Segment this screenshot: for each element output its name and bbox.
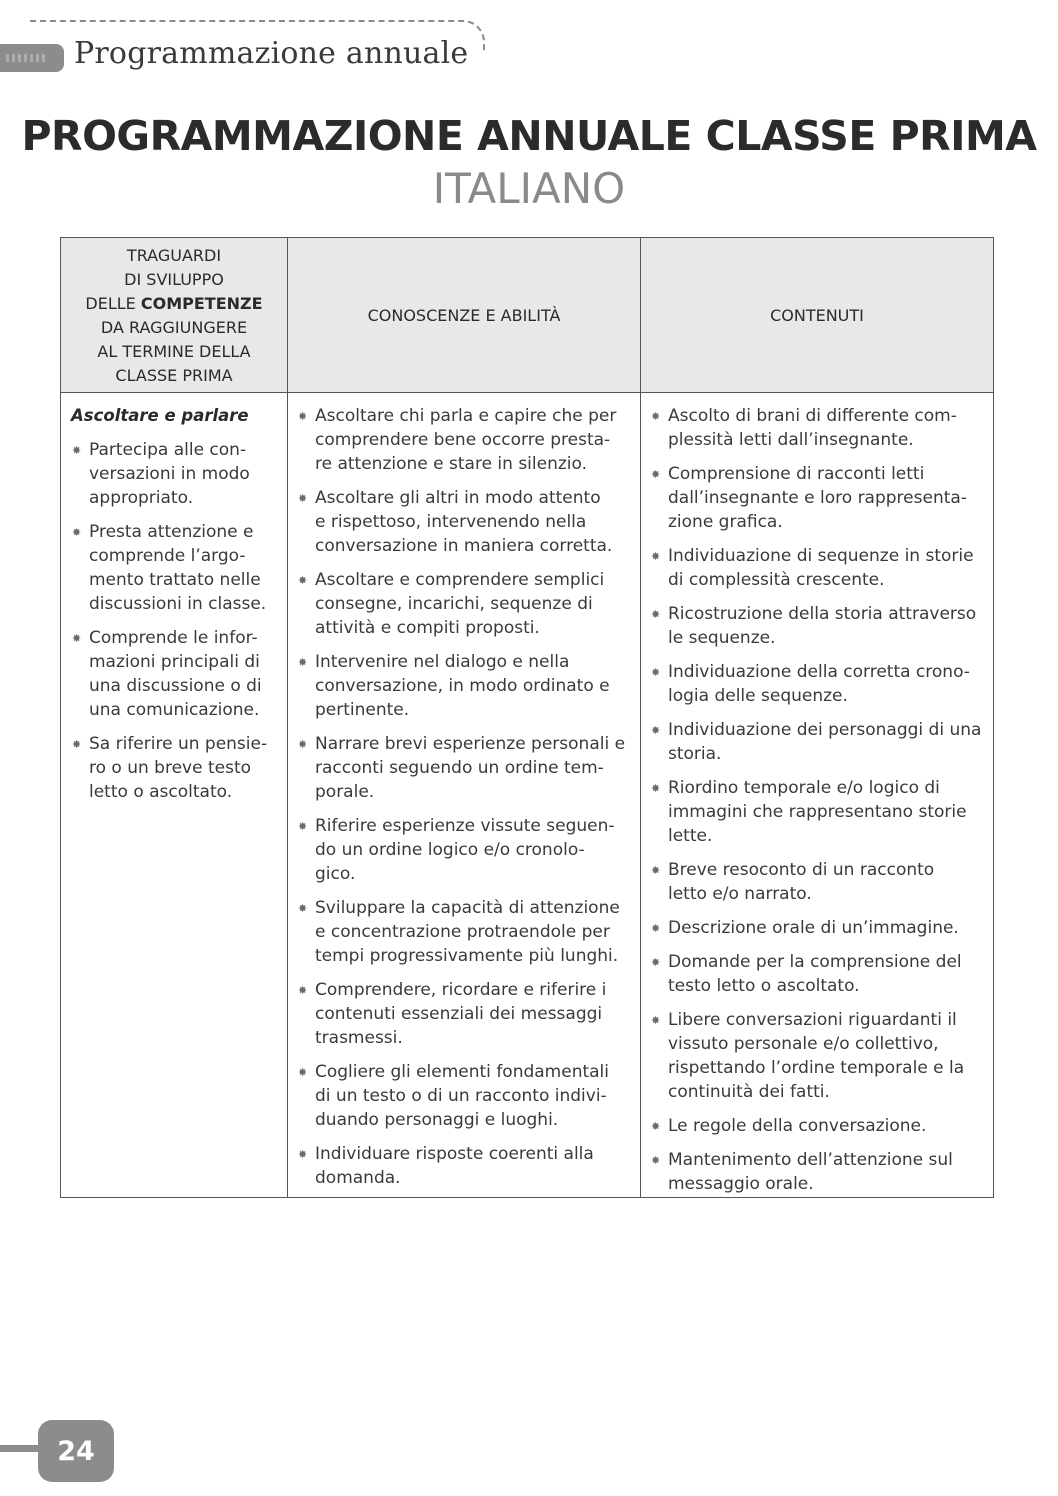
page-title: PROGRAMMAZIONE ANNUALE CLASSE PRIMA — [21, 112, 1037, 160]
bullet-icon: ✸ — [651, 410, 661, 423]
header-text: CONOSCENZE E ABILITÀ — [367, 305, 561, 325]
contenuti-list — [650, 404, 986, 1196]
list-item — [650, 1148, 986, 1196]
header-tab-decoration — [0, 44, 64, 72]
bullet-icon: ✸ — [651, 550, 661, 563]
list-item — [650, 1114, 986, 1138]
list-item — [650, 404, 986, 452]
bullet-icon: ✸ — [298, 1066, 308, 1079]
list-item — [71, 732, 281, 804]
table-header-traguardi — [61, 238, 287, 393]
list-item-text: Comprende le infor- mazioni principali di una discussione o di una comunicazione. — [89, 628, 262, 720]
list-item — [297, 1060, 637, 1132]
list-item-text: Ascoltare e comprendere semplici consegne, incarichi, sequenze di attività e compiti proposti. — [315, 570, 605, 638]
list-item — [297, 404, 637, 476]
bullet-icon: ✸ — [298, 902, 308, 915]
bullet-icon: ✸ — [651, 724, 661, 737]
bullet-icon: ✸ — [651, 666, 661, 679]
table-header-conoscenze — [288, 238, 640, 393]
list-item-text: Mantenimento dell’attenzione sul messaggio orale. — [668, 1150, 953, 1194]
list-item — [297, 978, 637, 1050]
bullet-icon: ✸ — [651, 1014, 661, 1027]
list-item — [650, 602, 986, 650]
list-item — [71, 438, 281, 510]
bullet-icon: ✸ — [651, 1154, 661, 1167]
list-item-text: Le regole della conversazione. — [668, 1116, 927, 1136]
bullet-icon: ✸ — [72, 444, 82, 457]
bullet-icon: ✸ — [298, 1148, 308, 1161]
section-title: Programmazione annuale — [74, 36, 469, 71]
list-item-text: Cogliere gli elementi fondamentali di un testo o di un racconto indivi- duando personaggi e luoghi. — [315, 1062, 610, 1130]
bullet-icon: ✸ — [298, 656, 308, 669]
subject-title: ITALIANO — [432, 164, 626, 213]
bullet-icon: ✸ — [651, 922, 661, 935]
contenuti-column — [650, 404, 986, 1206]
list-item-text: Presta attenzione e comprende l’argo- mento trattato nelle discussioni in classe. — [89, 522, 267, 614]
bullet-icon: ✸ — [298, 820, 308, 833]
list-item — [297, 650, 637, 722]
list-item — [71, 626, 281, 722]
bullet-icon: ✸ — [298, 738, 308, 751]
header-text: CONTENUTI — [770, 305, 864, 325]
bullet-icon: ✸ — [651, 864, 661, 877]
list-item — [650, 1008, 986, 1104]
list-item — [650, 660, 986, 708]
list-item — [297, 568, 637, 640]
list-item-text: Individuazione dei personaggi di una storia. — [668, 720, 982, 764]
list-item — [297, 814, 637, 886]
list-item — [297, 486, 637, 558]
bullet-icon: ✸ — [651, 608, 661, 621]
list-item — [71, 520, 281, 616]
list-item-text: Sa riferire un pensie- ro o un breve testo letto o ascoltato. — [89, 734, 268, 802]
list-item — [650, 776, 986, 848]
conoscenze-list — [297, 404, 637, 1190]
list-item-text: Ascoltare chi parla e capire che per comprendere bene occorre presta- re attenzione e stare in silenzio. — [315, 406, 617, 474]
bullet-icon: ✸ — [651, 468, 661, 481]
list-item-text: Riordino temporale e/o logico di immagini che rappresentano storie lette. — [668, 778, 967, 846]
section-heading: Ascoltare e parlare — [71, 406, 249, 425]
list-item — [650, 718, 986, 766]
bullet-icon: ✸ — [651, 1120, 661, 1133]
traguardi-list — [71, 438, 281, 804]
list-item — [650, 544, 986, 592]
list-item-text: Partecipa alle con- versazioni in modo appropriato. — [89, 440, 250, 508]
list-item — [297, 896, 637, 968]
list-item-text: Comprensione di racconti letti dall’insegnante e loro rappresenta- zione grafica. — [668, 464, 967, 532]
list-item-text: Intervenire nel dialogo e nella conversazione, in modo ordinato e pertinente. — [315, 652, 610, 720]
list-item-text: Ascolto di brani di differente com- plessità letti dall’insegnante. — [668, 406, 957, 450]
list-item — [297, 1142, 637, 1190]
bullet-icon: ✸ — [651, 782, 661, 795]
programme-table — [60, 237, 994, 1198]
traguardi-column — [71, 404, 281, 814]
page-number: 24 — [38, 1420, 114, 1482]
bullet-icon: ✸ — [298, 574, 308, 587]
bullet-icon: ✸ — [298, 410, 308, 423]
list-item-text: Breve resoconto di un racconto letto e/o narrato. — [668, 860, 935, 904]
header-text: DA RAGGIUNGERE AL TERMINE DELLA CLASSE PRIMA — [97, 317, 251, 385]
conoscenze-column — [297, 404, 637, 1200]
list-item — [650, 916, 986, 940]
list-item — [650, 858, 986, 906]
bullet-icon: ✸ — [72, 526, 82, 539]
bullet-icon: ✸ — [298, 492, 308, 505]
list-item-text: Sviluppare la capacità di attenzione e concentrazione protraendole per tempi progressivamente più lunghi. — [315, 898, 620, 966]
list-item-text: Narrare brevi esperienze personali e racconti seguendo un ordine tem- porale. — [315, 734, 626, 802]
list-item-text: Comprendere, ricordare e riferire i contenuti essenziali dei messaggi trasmessi. — [315, 980, 607, 1048]
header-text: TRAGUARDI DI SVILUPPO DELLE — [85, 245, 224, 313]
list-item-text: Ascoltare gli altri in modo attento e rispettoso, intervenendo nella conversazione in maniera corretta. — [315, 488, 613, 556]
list-item-text: Libere conversazioni riguardanti il vissuto personale e/o collettivo, rispettando l’ordine temporale e la continuità dei fatti. — [668, 1010, 965, 1102]
list-item-text: Domande per la comprensione del testo letto o ascoltato. — [668, 952, 962, 996]
list-item — [650, 462, 986, 534]
list-item — [650, 950, 986, 998]
list-item-text: Ricostruzione della storia attraverso le sequenze. — [668, 604, 977, 648]
list-item-text: Individuazione di sequenze in storie di complessità crescente. — [668, 546, 974, 590]
bullet-icon: ✸ — [651, 956, 661, 969]
bullet-icon: ✸ — [298, 984, 308, 997]
list-item-text: Individuazione della corretta crono- logia delle sequenze. — [668, 662, 970, 706]
list-item-text: Riferire esperienze vissute seguen- do un ordine logico e/o cronolo- gico. — [315, 816, 615, 884]
list-item-text: Individuare risposte coerenti alla domanda. — [315, 1144, 594, 1188]
bullet-icon: ✸ — [72, 632, 82, 645]
list-item — [297, 732, 637, 804]
header-text-bold: COMPETENZE — [140, 293, 263, 313]
bullet-icon: ✸ — [72, 738, 82, 751]
table-header-contenuti — [641, 238, 993, 393]
list-item-text: Descrizione orale di un’immagine. — [668, 918, 959, 938]
